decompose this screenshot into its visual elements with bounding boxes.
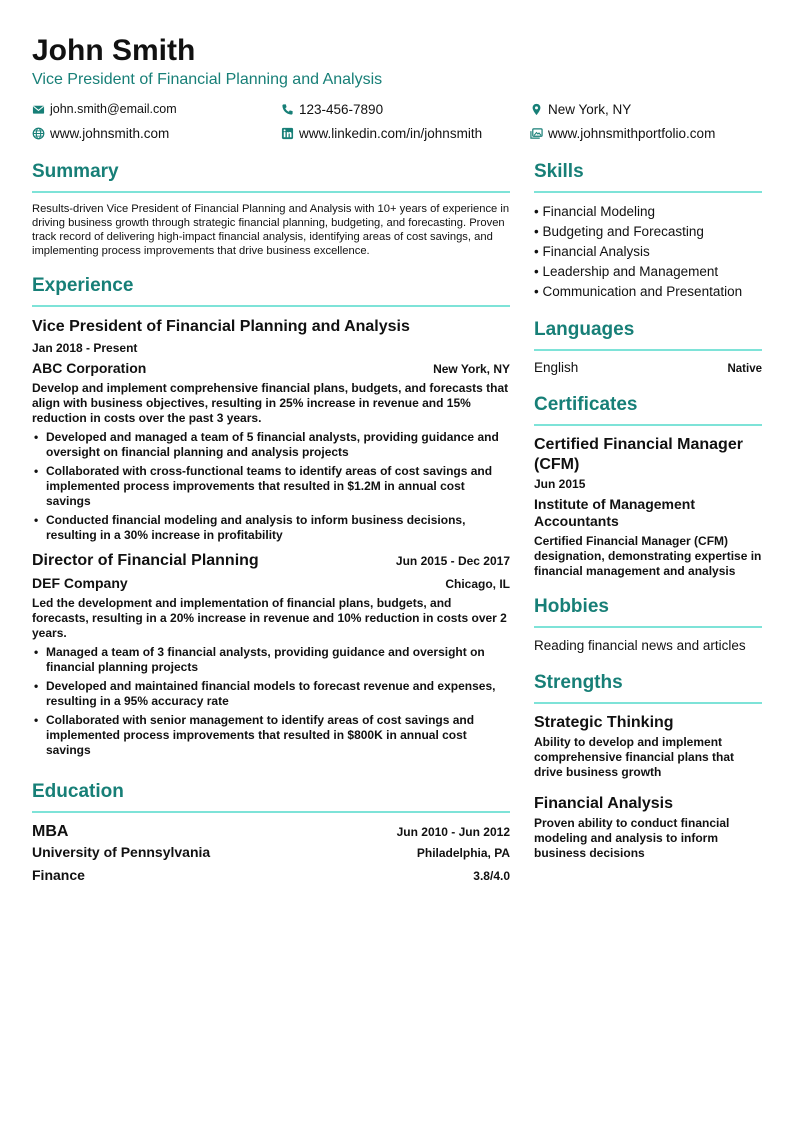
contact-website[interactable] [32, 124, 281, 142]
education-degree: MBA [32, 823, 69, 840]
contact-phone[interactable] [281, 100, 530, 118]
list-item: • Leadership and Management [534, 264, 719, 279]
education-entry [32, 823, 510, 841]
list-item: • Financial Analysis [534, 244, 650, 259]
location-pin-icon [530, 103, 543, 116]
job-description: Led the development and implementation of financial plans, budgets, and forecasts, resulting in a 20% increase in revenue and 10% reduction in costs over 2 years. [32, 596, 507, 640]
list-item: • Budgeting and Forecasting [534, 224, 704, 239]
contact-info [32, 100, 762, 142]
education-location: Philadelphia, PA [416, 846, 510, 860]
job-company: ABC Corporation [32, 360, 147, 376]
list-item: • Managed a team of 3 financial analysts, providing guidance and oversight on financial planning projects [32, 645, 510, 675]
list-item: • Developed and managed a team of 5 financial analysts, providing guidance and oversight on financial planning and analysis projects [32, 430, 510, 460]
certificate-date: Jun 2015 [534, 477, 586, 491]
job-location: New York, NY [433, 362, 510, 376]
language-level: Native [727, 363, 762, 375]
job-location: Chicago, IL [445, 577, 510, 591]
certificate-description: Certified Financial Manager (CFM) designation, demonstrating expertise in financial management and analysis [534, 534, 762, 578]
list-item: • Communication and Presentation [534, 284, 743, 299]
list-item: • Collaborated with senior management to identify areas of cost savings and implemented process improvements that resulted in $800K in annual cost savings [32, 713, 510, 758]
summary-heading: Summary [32, 160, 510, 193]
education-school: University of Pennsylvania [32, 844, 211, 860]
left-column [32, 160, 510, 887]
job-title: Director of Financial Planning [32, 552, 259, 569]
strength-name: Strategic Thinking [534, 714, 674, 731]
strengths-heading: Strengths [534, 671, 762, 704]
list-item: • Conducted financial modeling and analysis to inform business decisions, resulting in a 30% increase in profitability [32, 513, 510, 543]
globe-icon [32, 127, 45, 140]
job-title: Vice President of Financial Planning and Analysis [32, 318, 410, 335]
job-dates: Jan 2018 - Present [32, 341, 138, 355]
education-heading: Education [32, 780, 510, 813]
contact-portfolio-text: www.johnsmithportfolio.com [548, 125, 716, 141]
contact-phone-text: 123-456-7890 [299, 101, 384, 117]
strength-name: Financial Analysis [534, 795, 674, 812]
hobby-item: Reading financial news and articles [534, 638, 746, 653]
languages-heading: Languages [534, 318, 762, 351]
certificate-issuer: Institute of Management Accountants [534, 496, 696, 529]
candidate-title: Vice President of Financial Planning and Analysis [32, 71, 383, 88]
list-item: • Collaborated with cross-functional teams to identify areas of cost savings and implemented process improvements that resulted in $1.2M in annual cost savings [32, 464, 510, 509]
list-item: • Financial Modeling [534, 204, 656, 219]
portfolio-icon [530, 127, 543, 140]
education-gpa: 3.8/4.0 [473, 869, 510, 883]
language-name: English [534, 360, 579, 375]
phone-icon [281, 103, 294, 116]
candidate-name: John Smith [32, 34, 196, 67]
contact-website-text: www.johnsmith.com [50, 125, 170, 141]
list-item: • Developed and maintained financial models to forecast revenue and expenses, resulting in a 95% accuracy rate [32, 679, 510, 709]
contact-location-text: New York, NY [548, 101, 632, 117]
hobbies-heading: Hobbies [534, 595, 762, 628]
envelope-icon [32, 103, 45, 116]
job-dates: Jun 2015 - Dec 2017 [395, 554, 510, 568]
linkedin-icon [281, 127, 294, 140]
summary-text: Results-driven Vice President of Financial Planning and Analysis with 10+ years of experience in driving business growth through strategic financial planning, budgeting, and forecasting. Proven track record of delivering high-impact financial analysis, identifying areas of cost savings, and implementing process improvements that drive business excellence. [32, 203, 510, 257]
education-field: Finance [32, 867, 85, 883]
job-bullets [32, 430, 510, 543]
contact-linkedin[interactable] [281, 124, 530, 142]
certificates-heading: Certificates [534, 393, 762, 426]
job-entry-1 [32, 317, 510, 543]
job-bullets [32, 645, 510, 758]
strength-description: Proven ability to conduct financial modeling and analysis to inform business decisions [534, 816, 730, 860]
contact-linkedin-text: www.linkedin.com/in/johnsmith [299, 125, 483, 141]
resume-page [32, 34, 762, 887]
contact-email[interactable] [32, 100, 281, 118]
contact-location [530, 100, 762, 118]
right-column [534, 160, 762, 887]
language-entry [534, 360, 762, 375]
job-description: Develop and implement comprehensive financial plans, budgets, and forecasts that align with business objectives, resulting in 25% increase in revenue and 15% reduction in costs over the past 3 years. [32, 381, 509, 425]
experience-heading: Experience [32, 274, 510, 307]
skills-heading: Skills [534, 160, 762, 193]
job-company: DEF Company [32, 575, 128, 591]
strength-description: Ability to develop and implement comprehensive financial plans that drive business growth [534, 735, 735, 779]
contact-email-text: john.smith@email.com [50, 102, 177, 116]
contact-portfolio[interactable] [530, 124, 762, 142]
job-entry-2 [32, 551, 510, 758]
skills-list [534, 202, 762, 302]
education-dates: Jun 2010 - Jun 2012 [396, 825, 510, 839]
certificate-name: Certified Financial Manager (CFM) [534, 436, 743, 473]
